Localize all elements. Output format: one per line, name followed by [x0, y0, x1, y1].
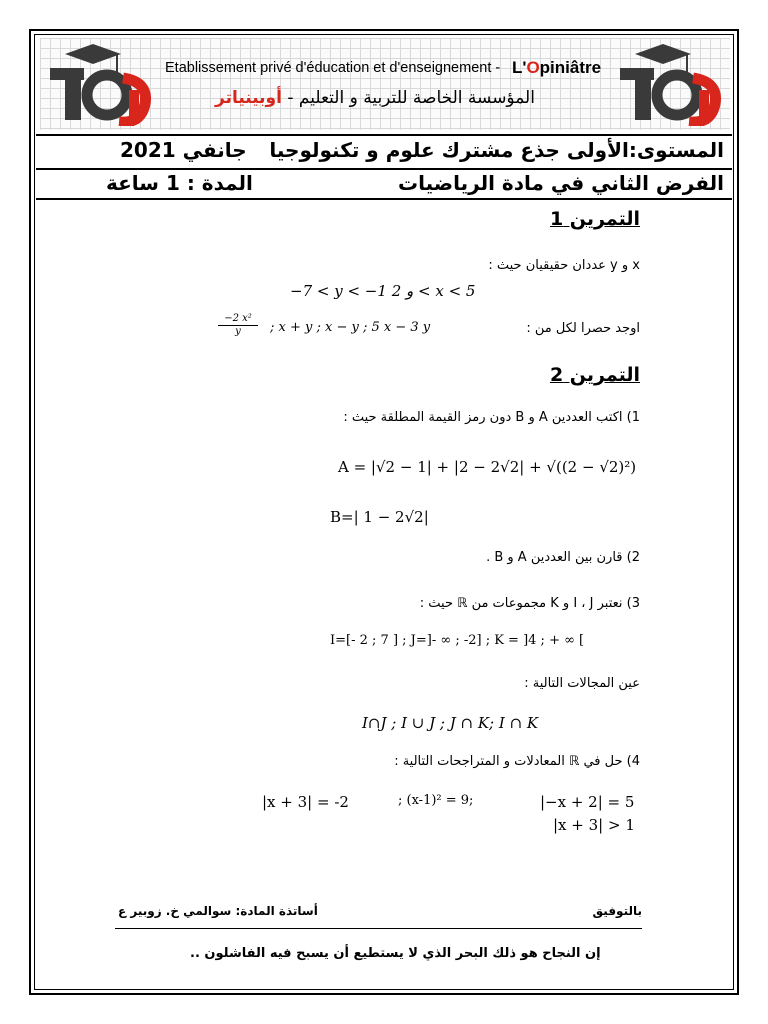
equation-2: ; (x-1)² = 9;	[398, 793, 474, 808]
footer-divider	[115, 928, 642, 929]
exercise2-q4: 4) حل في ℝ المعادلات و المتراجحات التالية :	[394, 754, 640, 769]
institution-name-ar	[215, 88, 535, 108]
exercise2-q3: 3) نعتبر I ، J و K مجموعات من ℝ حيث :	[419, 596, 640, 611]
exam-duration: المدة : 1 ساعة	[106, 171, 253, 195]
exercise1-fraction	[218, 313, 258, 337]
set-operations: I∩J ; I ∪ J ; J ∩ K; I ∩ K	[362, 714, 539, 732]
brand-prefix: L'	[512, 58, 527, 77]
exam-date: جانفي 2021	[120, 138, 247, 162]
institution-name-fr: Etablissement privé d'éducation et d'enseignement -	[165, 60, 501, 76]
exercise2-q2: 2) قارن بين العددين A و B .	[486, 550, 640, 565]
expression-A: A = |√2 − 1| + |2 − 2√2| + √((2 − √2)²)	[338, 458, 637, 476]
level-label: المستوى:الأولى جذع مشترك علوم و تكنولوجيا	[269, 138, 724, 162]
exercise1-expressions: x + y ; x − y ; 5 x − 3 y ;	[270, 320, 431, 335]
brand-suffix: piniâtre	[539, 58, 602, 77]
inequation-1: |x + 3| > 1	[553, 816, 635, 834]
good-luck: بالتوفيق	[592, 904, 642, 918]
equation-1: |x + 3| = -2	[262, 793, 349, 811]
exercise2-q3b: عين المجالات التالية :	[524, 676, 640, 691]
expression-B: B=| 1 − 2√2|	[330, 508, 429, 526]
brand-name-ar: أوبينياتر	[215, 88, 282, 108]
institution-text-ar: المؤسسة الخاصة للتربية و التعليم -	[287, 88, 535, 108]
exercise2-title: التمرين 2	[549, 364, 640, 386]
sets-definition: I=[- 2 ; 7 ] ; J=]- ∞ ; -2] ; K = ]4 ; + ∞ [	[330, 633, 585, 648]
fraction-denominator: y	[235, 326, 241, 337]
exercise1-conditions: −7 < y < −1 و 2 < x < 5	[290, 282, 476, 300]
school-logo-left	[45, 40, 155, 126]
closing-quote: إن النجاح هو ذلك البحر الذي لا يستطيع أن يسبح فيه الفاشلون ..	[190, 946, 601, 961]
info-row-subject	[36, 170, 732, 200]
exercise1-title: التمرين 1	[549, 208, 640, 230]
fraction-numerator: −2 x²	[218, 313, 258, 326]
exercise1-statement: x و y عددان حقيقيان حيث :	[488, 258, 640, 273]
teachers-names: أساتذة المادة: سوالمي خ. زوبير ع	[118, 904, 318, 918]
school-logo-right	[615, 40, 725, 126]
brand-o-mark: O	[526, 58, 540, 77]
info-row-level	[36, 134, 732, 170]
exam-subject: الفرض الثاني في مادة الرياضيات	[398, 171, 724, 195]
exercise1-task: اوجد حصرا لكل من :	[526, 321, 640, 336]
brand-name-fr	[512, 58, 601, 78]
exercise2-q1: 1) اكتب العددين A و B دون رمز القيمة المطلقة حيث :	[343, 410, 640, 425]
equation-3: |−x + 2| = 5	[540, 793, 635, 811]
